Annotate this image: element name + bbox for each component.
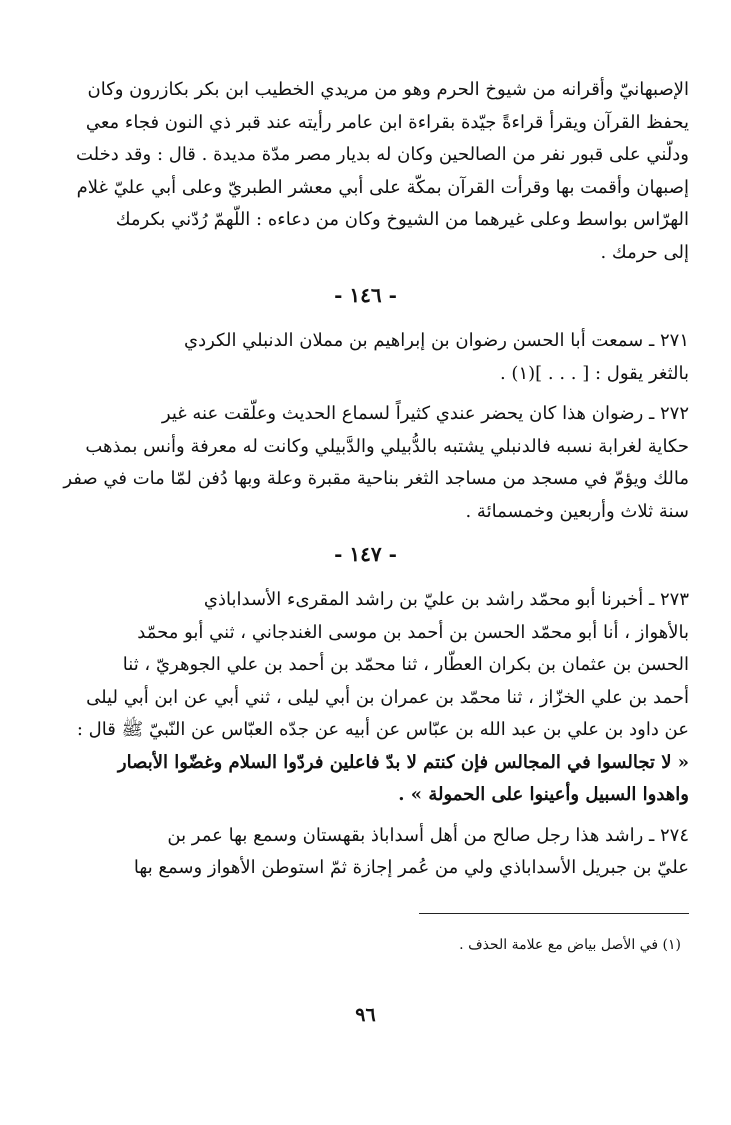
section-number: - ١٤٧ - <box>334 542 397 566</box>
text-line: سنة ثلاث وأربعين وخمسمائة . <box>465 500 689 522</box>
entry-271 <box>42 325 689 390</box>
text-line: ٢٧١ ـ سمعت أبا الحسن رضوان بن إبراهيم بن مملان الدنبلي الكردي <box>183 330 689 351</box>
text-line: إلى حرمك . <box>600 241 689 263</box>
entry-272 <box>42 398 689 528</box>
text-line: أحمد بن علي الخزّاز ، ثنا محمّد بن عمران بن أبي ليلى ، ثني أبي عن ابن أبي ليلى <box>86 686 689 708</box>
entry-274 <box>42 820 689 885</box>
text-line: الحسن بن عثمان بن بكران العطّار ، ثنا محمّد بن أحمد بن علي الجوهريّ ، ثنا <box>122 654 689 675</box>
page-number: ٩٦ <box>355 1004 376 1026</box>
hadith-line: واهدوا السبيل وأعينوا على الحمولة » . <box>398 784 689 805</box>
text-line: الهرّاس بواسط وعلى غيرهما من الشيوخ وكان من دعاءه : اللّهمّ رُدّني بكرمك <box>115 209 689 230</box>
text-line: بالأهواز ، أنا أبو محمّد الحسن بن أحمد بن موسى الغندجاني ، ثني أبو محمّد <box>137 621 689 643</box>
text-line: عن داود بن علي بن عبد الله بن عبّاس عن أبيه عن جدّه العبّاس عن النّبيّ ﷺ قال : <box>76 719 689 740</box>
text-line: ودلّني على قبور نفر من الصالحين وكان له بديار مصر مدّة مديدة . قال : وقد دخلت <box>75 144 689 165</box>
text-line: مالك ويؤمّ في مسجد من مساجد الثغر بناحية مقبرة وعلة وبها دُفن لمّا مات في صفر <box>63 468 689 489</box>
text-line: عليّ بن جبريل الأسداباذي ولي من عُمر إجازة ثمّ استوطن الأهواز وسمع بها <box>133 857 689 878</box>
section-number: - ١٤٦ - <box>334 283 397 307</box>
text-line: ٢٧٤ ـ راشد هذا رجل صالح من أهل أسداباذ بقهستان وسمع بها عمر بن <box>167 824 689 846</box>
hadith-line: « لا تجالسوا في المجالس فإن كنتم لا بدّ فاعلين فردّوا السلام وغضّوا الأبصار <box>117 751 689 773</box>
text-line: الإصبهانيّ وأقرانه من شيوخ الحرم وهو من مريدي الخطيب ابن بكر بكازرون وكان <box>87 79 689 100</box>
entry-273 <box>42 584 689 812</box>
text-line: بالثغر يقول : [ . . . ](١) . <box>499 362 689 384</box>
text-line: ٢٧٢ ـ رضوان هذا كان يحضر عندي كثيراً لسماع الحديث وعلّقت عنه غير <box>161 403 689 424</box>
footnote: (١) في الأصل بياض مع علامة الحذف . <box>459 936 681 953</box>
text-line: يحفظ القرآن ويقرأ قراءةً جيّدة بقراءة ابن عامر رأيته عند قبر ذي النون فجاء معي <box>85 111 689 133</box>
text-line: حكاية لغرابة نسبه فالدنبلي يشتبه بالدُّبيلي والدَّبيلي وكانت له معرفة وأنس بمذهب <box>85 435 689 457</box>
intro-paragraph <box>42 74 689 269</box>
text-line: ٢٧٣ ـ أخبرنا أبو محمّد راشد بن عليّ بن راشد المقرىء الأسداباذي <box>203 589 689 610</box>
footnote-divider <box>419 913 689 914</box>
text-line: إصبهان وأقمت بها وقرأت القرآن بمكّة على أبي معشر الطبريّ وعلى أبي عليّ غلام <box>76 176 689 198</box>
